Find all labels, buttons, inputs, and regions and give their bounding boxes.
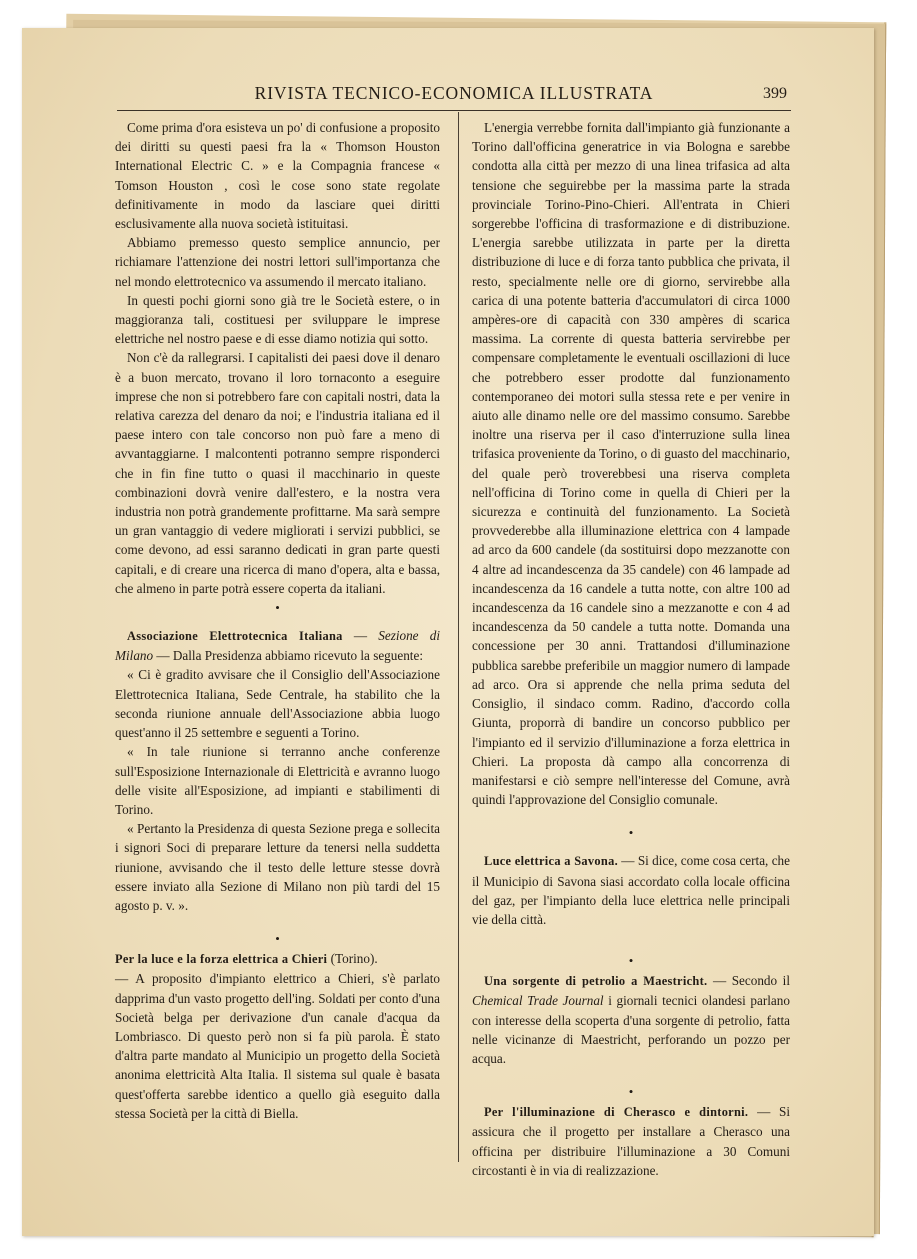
- article-cherasco: [472, 1102, 790, 1180]
- section-ornament: •: [628, 953, 634, 969]
- article-text: — Si dice, come cosa certa, che il Municipio di Savona siasi accordato colla locale officina del gaz, per l'impianto della luce elettrica nelle principali vie della città.: [472, 853, 790, 927]
- article-heading: Per la luce e la forza elettrica a Chieri: [115, 952, 328, 967]
- section-ornament: •: [628, 825, 634, 841]
- column-divider: [458, 112, 459, 1162]
- paragraph: L'energia verrebbe fornita dall'impianto già funzionante a Torino dall'officina generatrice in via Bologna e sarebbe condotta alla città per mezzo di una linea trifasica ad alta tensione che seguirebbe per la massima parte la strada provinciale Torino-Pino-Chieri. All'entrata in Chieri sorgerebbe l'officina di trasformazione e di distribuzione. L'energia sarebbe utilizzata in parte per la diretta distribuzione di luce e di forza tanto pubblica che privata, il resto, specialmente nelle ore di giorno, servirebbe alla carica di una potente batteria d'accumulatori di circa 1000 ampères-ore di capacità con 330 ampères di scarica massima. La corrente di questa batteria servirebbe per compensare completamente le eventuali oscillazioni di luce che potrebbero esser prodotte dal funzionamento contemporaneo dei motori sulla stessa rete e per venire in aiuto alle dinamo nelle ore del massimo consumo. Sarebbe inoltre una riserva per il caso d'interruzione sulla linea trifasica proveniente da Torino, o di guasto del macchinario, del quale però troverebbesi una riserva completa nell'officina di Torino come in quella di Chieri per la sicurezza e continuità del funzionamento. La Società provvederebbe alla illuminazione elettrica con 4 lampade ad arco da 600 candele (da sostituirsi dopo mezzanotte con 4 altre ad incandescenza da 35 candele) con 46 lampade ad incandescenza da 16 candele a tutta notte, con altre 100 ad incandescenza da 16 candele sino a mezzanotte e con 4 ad incandescenza da 50 candele a tutta notte. Domanda una concessione per 30 anni. Trattandosi d'illuminazione pubblica sarebbe preferibile un maggior numero di lampade ad arco. Ora si apprende che nella prima seduta del Consiglio, il sindaco comm. Radino, d'accordo colla Giunta, proporrà di bandire un concorso pubblico per l'impianto ed il servizio d'illuminazione a forza elettrica in Chieri. La proposta dà campo alla concorrenza di manifestarsi e ciò sempre nell'interesse del Comune, avrà quindi l'approvazione del Consiglio comunale.: [472, 120, 790, 808]
- article-heading: Una sorgente di petrolio a Maestricht.: [484, 974, 708, 989]
- article-subheading: Sezione di Milano: [115, 628, 440, 664]
- article-heading: Luce elettrica a Savona.: [484, 854, 618, 869]
- article-place: (Torino).: [327, 951, 378, 967]
- running-title: RIVISTA TECNICO-ECONOMICA ILLUSTRATA: [254, 83, 654, 103]
- page-number: 399: [763, 85, 787, 102]
- section-ornament: •: [628, 1084, 634, 1100]
- quoted-paragraph: « In tale riunione si terranno anche conferenze sull'Esposizione Internazionale di Elettricità e avranno luogo delle visite all'Esposizione, ad impianti e stabilimenti di Torino.: [115, 744, 440, 817]
- left-column: [115, 118, 440, 1123]
- article-text: i giornali tecnici olandesi parlano con interesse della scoperta d'una sorgente di petrolio, fatta nelle vicinanze di Maestricht, perforando un pozzo per acqua.: [472, 993, 790, 1066]
- section-ornament: •: [275, 600, 280, 616]
- paragraph: Come prima d'ora esisteva un po' di confusione a proposito dei diritti su questi paesi fra la « Thomson Houston International Electric C. » e la Compagnia francese « Tomson Houston , così le cose sono state regolate definitivamente in modo da lasciare quei diritti esclusivamente alla nuova società istituitasi.: [115, 120, 440, 232]
- paragraph: In questi pochi giorni sono già tre le Società estere, o in maggioranza tali, costituesi per sviluppare le imprese elettriche nel nostro paese e di esse diamo notizia qui sotto.: [115, 292, 440, 347]
- article-associazione: [115, 626, 440, 665]
- right-column: [472, 118, 790, 1180]
- article-chieri: [115, 949, 440, 969]
- quoted-paragraph: « Ci è gradito avvisare che il Consiglio dell'Associazione Elettrotecnica Italiana, Sede Centrale, ha stabilito che la seconda riunione annuale dell'Associazione abbia luogo quest'anno il 25 settembre e seguenti a Torino.: [115, 667, 440, 741]
- journal-name: Chemical Trade Journal: [472, 993, 604, 1009]
- heading-dash: —: [342, 628, 379, 644]
- article-savona: [472, 851, 790, 929]
- article-text: — Secondo il: [707, 973, 790, 989]
- section-ornament: •: [275, 931, 280, 947]
- article-text: — Si assicura che il progetto per installare a Cherasco una officina per distribuire l'illuminazione a 30 Comuni circostanti è in via di realizzazione.: [472, 1104, 791, 1178]
- paragraph: Abbiamo premesso questo semplice annuncio, per richiamare l'attenzione dei nostri lettori sull'importanza che nel mondo elettrotecnico va assumendo il mercato italiano.: [115, 235, 440, 289]
- paragraph: Non c'è da rallegrarsi. I capitalisti dei paesi dove il denaro è a buon mercato, trovano il loro tornaconto a eseguire imprese che non si potrebbero fare con capitali nostri, data la relativa carezza del denaro da noi; e l'industria italiana ed il paese intero con tale concorso non può fare a meno di avvantaggiarne. I malcontenti potranno sempre risponderci che in fin fine tutto o quasi il macchinario in queste combinazioni dovrà venire dall'estero, e la nostra vera industria non potrà grandemente profittarne. Ma sarà sempre un gran vantaggio di vedere migliorati i servizi pubblici, se come devono, ad essi saranno dedicati in gran parte questi capitali, e di creare una ricerca di mano d'opera, alta e bassa, che almeno in parte potrà essere coperta da italiani.: [115, 350, 440, 596]
- article-heading: Associazione Elettrotecnica Italiana: [127, 629, 343, 644]
- article-maestricht: [472, 971, 790, 1068]
- quoted-paragraph: « Pertanto la Presidenza di questa Sezione prega e sollecita i signori Soci di preparare letture da tenersi nella suddetta riunione, avvisando che il testo delle letture stesse dovrà essere inviato alla Sezione di Milano non più tardi del 15 agosto p. v. ».: [115, 821, 440, 913]
- page-header: [117, 80, 791, 111]
- article-heading: Per l'illuminazione di Cherasco e dintorni.: [484, 1105, 749, 1120]
- article-text: — A proposito d'impianto elettrico a Chieri, s'è parlato dapprima d'un vasto progetto dell'ing. Soldati per conto d'una Società belga per derivazione d'un canale d'acqua da Lombriasco. Di questo però non si fa più parola. È stato d'altra parte mandato al Municipio un progetto della Società anonima elettricità Alta Italia. Il sistema sul quale è basata quest'offerta sarebbe identico a quello già eseguito dalla stessa Società per la città di Biella.: [115, 971, 440, 1121]
- article-text: — Dalla Presidenza abbiamo ricevuto la seguente:: [153, 648, 423, 664]
